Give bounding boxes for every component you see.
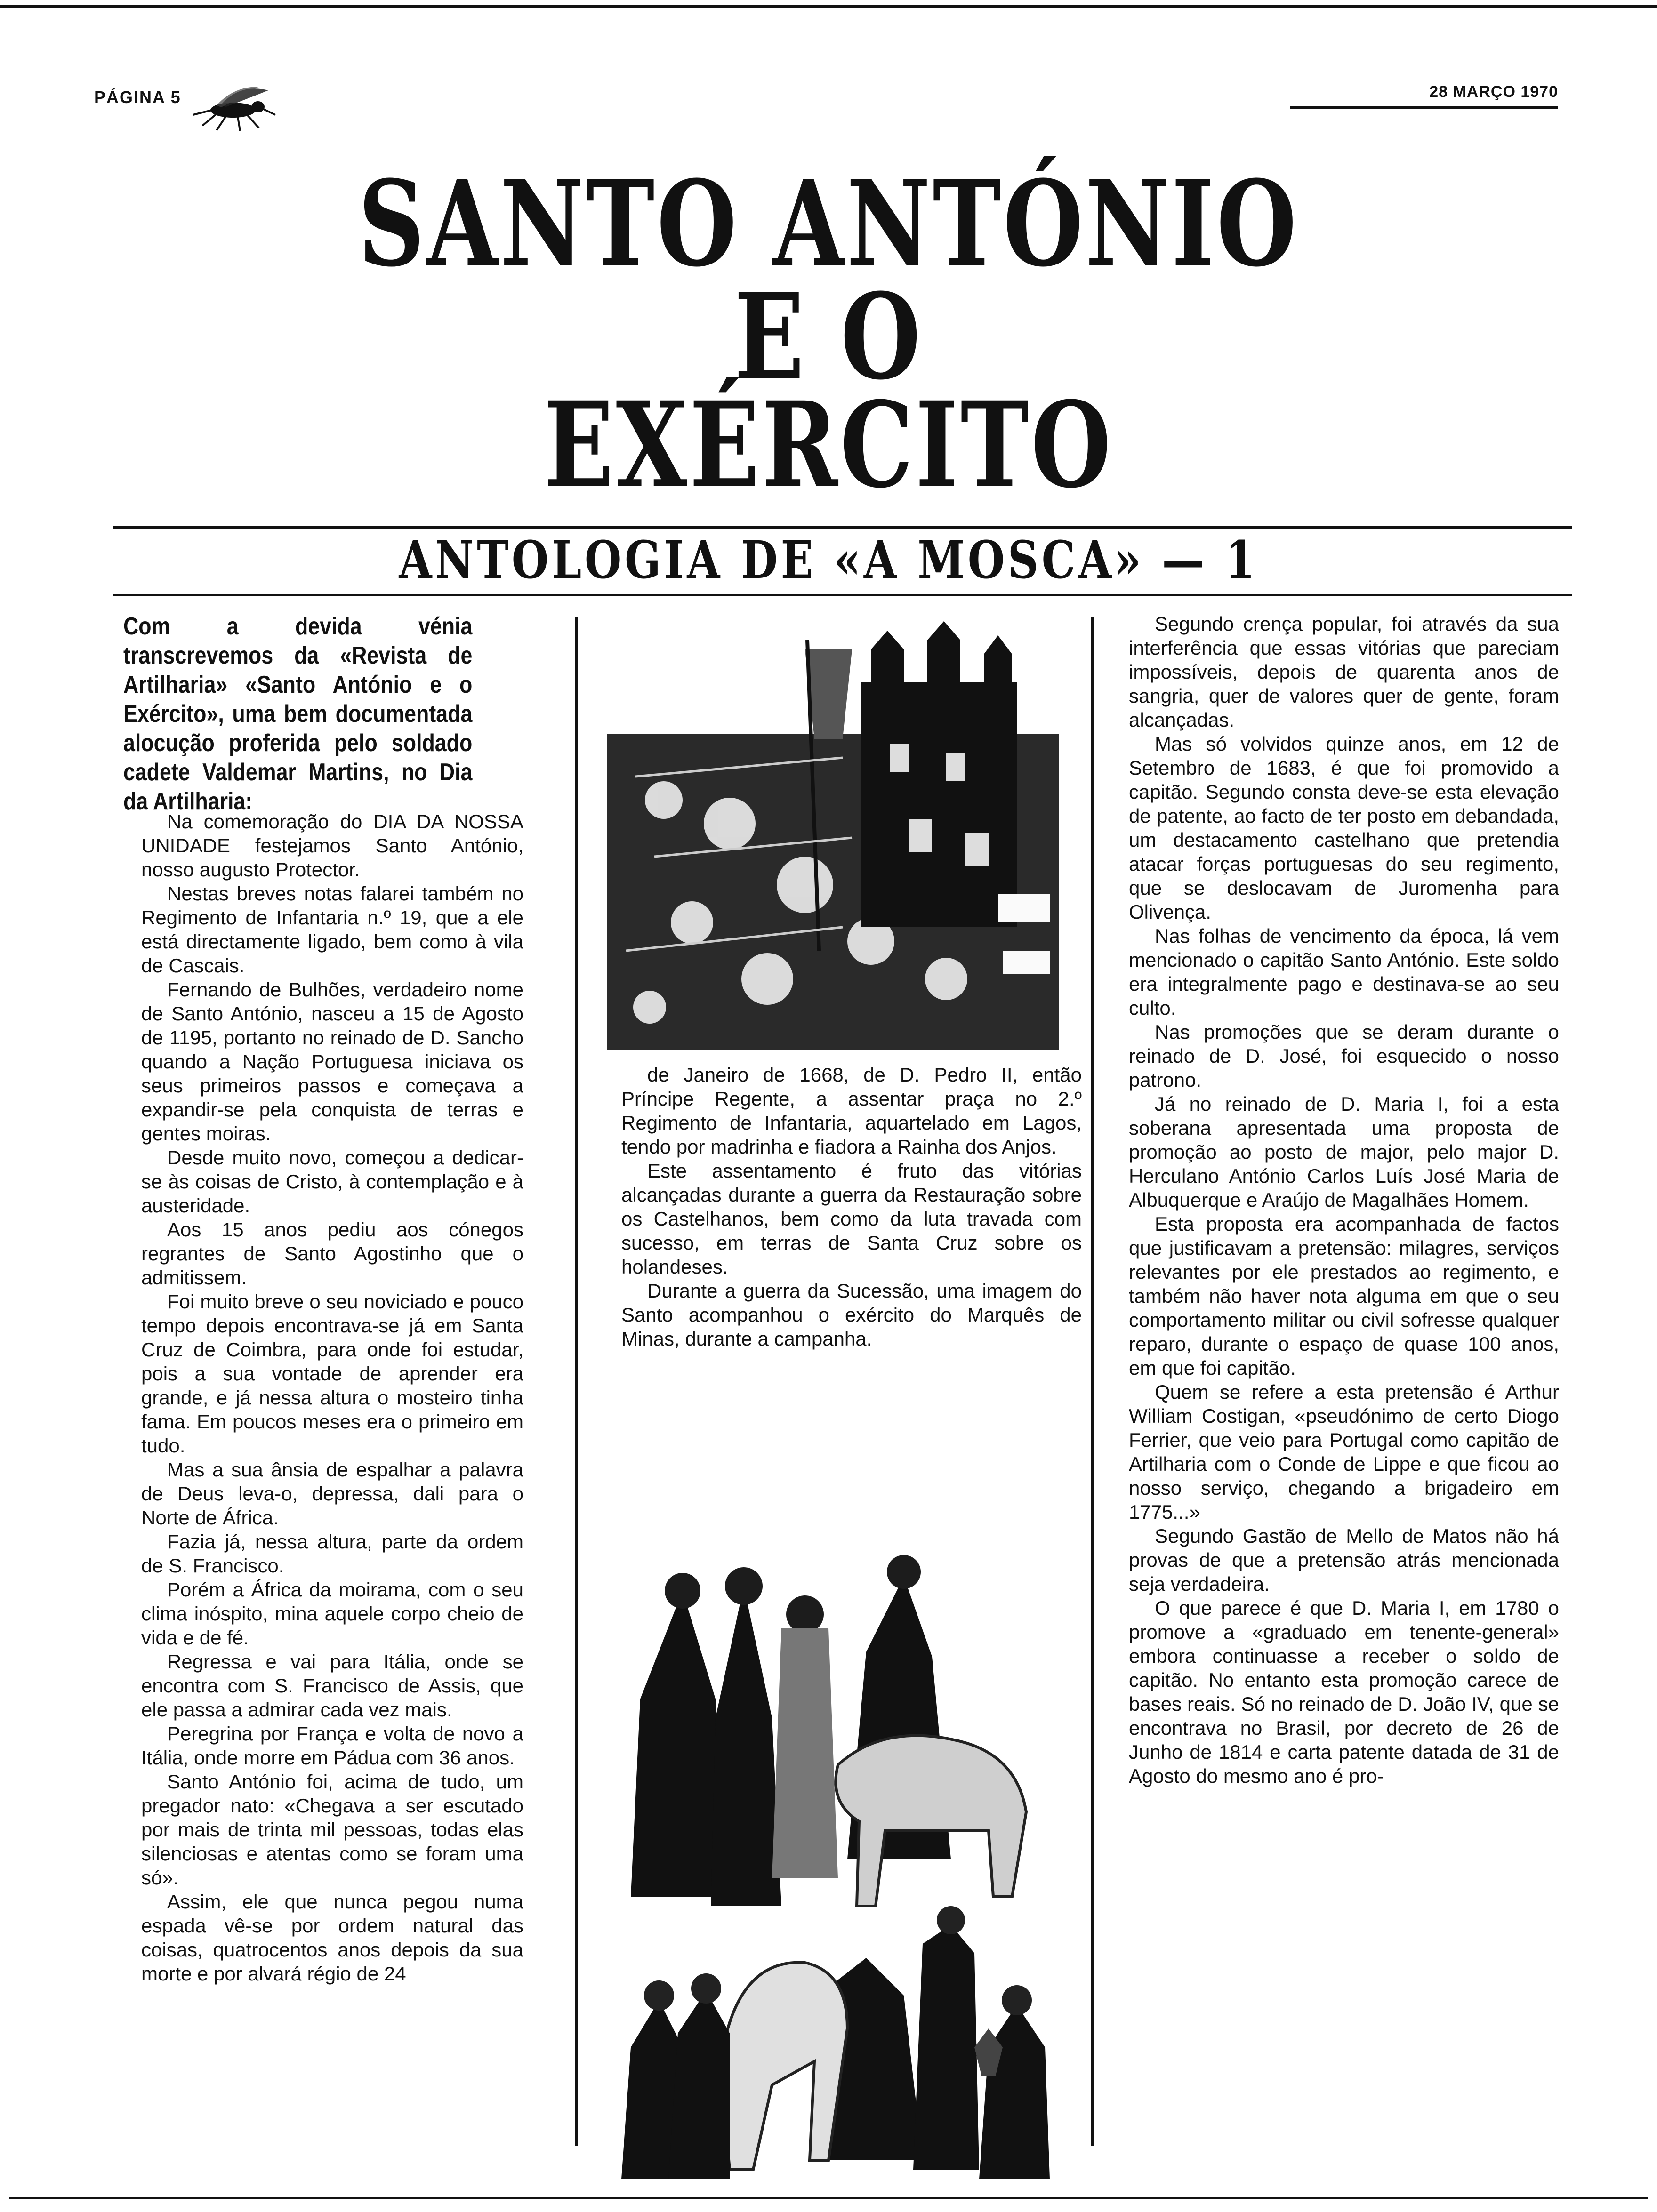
paragraph: Esta proposta era acompanhada de factos que justificavam a pretensão: milagres, serviços relevantes por ele prestados ao regimento, e também não haver nota alguma em que o seu comportamento militar ou civil sofresse qualquer reparo, durante o espaço de quase 100 anos, em que foi capitão. — [1129, 1213, 1559, 1379]
article-column-1-body — [141, 809, 523, 1986]
column-divider-2 — [1091, 617, 1094, 2146]
paragraph: Já no reinado de D. Maria I, foi a esta soberana apresentada uma proposta de promoção ao posto de major, pelo major D. Herculano António Carlos Luís José Maria de Albuquerque e Araújo de Magalhães Homem. — [1129, 1093, 1559, 1211]
headline-line-1: SANTO ANTÓNIO — [358, 154, 1299, 293]
intro-paragraph: Com a devida vénia transcrevemos da «Revista de Artilharia» «Santo António e o Exército», uma bem documentada alocução proferida pelo soldado cadete Valdemar Martins, no Dia da Artilharia: — [123, 613, 473, 815]
paragraph: Mas a sua ânsia de espalhar a palavra de Deus leva-o, depressa, dali para o Norte de África. — [141, 1459, 523, 1529]
paragraph: Assim, ele que nunca pegou numa espada vê-se por ordem natural das coisas, quatrocentos anos depois da sua morte e por alvará régio de 24 — [141, 1891, 523, 1985]
paragraph: Segundo crença popular, foi através da sua interferência que essas vitórias que pareciam impossíveis, depois de quarenta anos de sangria, quer de valores quer de gente, foram alcançadas. — [1129, 613, 1559, 731]
paragraph: Fazia já, nessa altura, parte da ordem de S. Francisco. — [141, 1531, 523, 1577]
bottom-border — [9, 2197, 1648, 2199]
paragraph: Santo António foi, acima de tudo, um pregador nato: «Chegava a ser escutado por mais de trinta mil pessoas, todas elas silenciosas e atentas como se foram uma só». — [141, 1771, 523, 1889]
paragraph: Desde muito novo, começou a dedicar-se às coisas de Cristo, à contemplação e à austeridade. — [141, 1146, 523, 1217]
article-column-2 — [621, 1063, 1082, 1351]
paragraph: Aos 15 anos pediu aos cónegos regrantes de Santo Agostinho que o admitissem. — [141, 1218, 523, 1289]
paragraph: Foi muito breve o seu noviciado e pouco tempo depois encontrava-se já em Santa Cruz de Coimbra, para onde foi estudar, pois a sua vontade de aprender era grande, e já nessa altura o mosteiro tinha fama. Em poucos meses era o primeiro em tudo. — [141, 1290, 523, 1457]
headline-line-2: E O — [734, 267, 923, 406]
subtitle-rule-bottom — [113, 594, 1572, 596]
paragraph: Regressa e vai para Itália, onde se encontra com S. Francisco de Assis, que ele passa a admirar cada vez mais. — [141, 1651, 523, 1721]
fly-icon — [188, 81, 278, 133]
page-number: PÁGINA 5 — [94, 88, 181, 107]
paragraph: Este assentamento é fruto das vitórias alcançadas durante a guerra da Restauração sobre os Castelhanos, bem como da luta travada com sucesso, em terras de Santa Cruz sobre os holandeses. — [621, 1160, 1082, 1278]
paragraph: de Janeiro de 1668, de D. Pedro II, então Príncipe Regente, a assentar praça no 2.º Regimento de Infantaria, aquartelado em Lagos, tendo por madrinha e fiadora a Rainha dos Anjos. — [621, 1064, 1082, 1158]
paragraph: Durante a guerra da Sucessão, uma imagem do Santo acompanhou o exército do Marquês de Minas, durante a campanha. — [621, 1280, 1082, 1350]
column-divider-1 — [575, 617, 578, 2146]
paragraph: Nestas breves notas falarei também no Regimento de Infantaria n.º 19, que a ele está directamente ligado, bem como à vila de Cascais. — [141, 882, 523, 977]
headline-line-3: EXÉRCITO — [544, 376, 1113, 514]
paragraph: Quem se refere a esta pretensão é Arthur William Costigan, «pseudónimo de certo Diogo Ferrier, que veio para Portugal como capitão de Artilharia com o Conde de Lippe e que ficou ao nosso serviço, chegando a brigadeiro em 1775...» — [1129, 1381, 1559, 1523]
paragraph: Nas promoções que se deram durante o reinado de D. José, foi esquecido o nosso patrono. — [1129, 1021, 1559, 1091]
article-column-3 — [1129, 612, 1559, 1788]
article-column-1 — [123, 612, 529, 816]
issue-date: 28 MARÇO 1970 — [1429, 83, 1558, 101]
paragraph: Peregrina por França e volta de novo a Itália, onde morre em Pádua com 36 anos. — [141, 1723, 523, 1769]
battle-engraving-image — [607, 621, 1059, 1050]
top-border — [0, 5, 1657, 8]
procession-engraving-image — [603, 1520, 1073, 2188]
date-underline — [1290, 106, 1558, 109]
paragraph: O que parece é que D. Maria I, em 1780 o promove a «graduado em tenente-general» embora continuasse a receber o soldo de capitão. No entanto esta promoção carece de bases reais. Só no reinado de D. João IV, que se encontrava no Brasil, por decreto de 26 de Junho de 1814 e carta patente datada de 31 de Agosto do mesmo ano é pro- — [1129, 1597, 1559, 1787]
paragraph: Fernando de Bulhões, verdadeiro nome de Santo António, nasceu a 15 de Agosto de 1195, portanto no reinado de D. Sancho quando a Nação Portuguesa iniciava os seus primeiros passos e começava a expandir-se pela conquista de terras e gentes moiras. — [141, 978, 523, 1145]
paragraph: Na comemoração do DIA DA NOSSA UNIDADE festejamos Santo António, nosso augusto Protector. — [141, 810, 523, 881]
paragraph: Nas folhas de vencimento da época, lá vem mencionado o capitão Santo António. Este soldo era integralmente pago e destinava-se ao seu culto. — [1129, 925, 1559, 1019]
subtitle: ANTOLOGIA DE «A MOSCA» — 1 — [399, 529, 1258, 590]
paragraph: Mas só volvidos quinze anos, em 12 de Setembro de 1683, é que foi promovido a capitão. Segundo consta deve-se esta elevação de patente, ao facto de ter posto em debandada, um destacamento castelhano que pretendia atacar forças portuguesas do seu regimento, que se deslocavam de Juromenha para Olivença. — [1129, 733, 1559, 923]
paragraph: Segundo Gastão de Mello de Matos não há provas de que a pretensão atrás mencionada seja verdadeira. — [1129, 1525, 1559, 1595]
paragraph: Porém a África da moirama, com o seu clima inóspito, mina aquele corpo cheio de vida e de fé. — [141, 1579, 523, 1649]
